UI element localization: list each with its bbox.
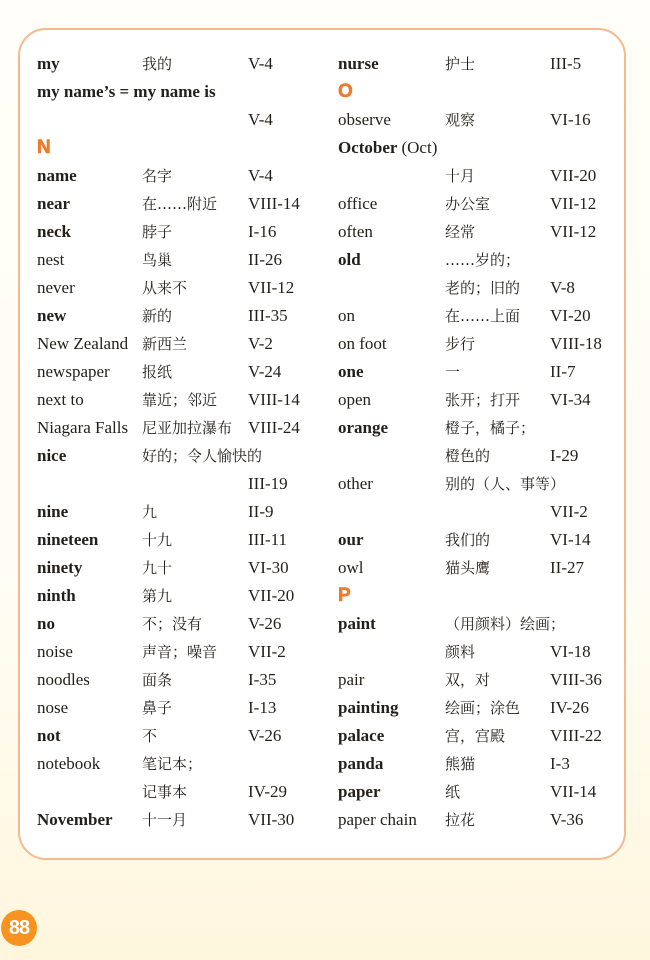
entry-reference: V-26	[248, 614, 282, 633]
entry-translation: 不	[142, 727, 158, 745]
entry-word	[37, 274, 75, 302]
entry-reference: III-19	[248, 474, 288, 493]
entry-word	[37, 498, 68, 526]
entry-translation: 宫，宫殿	[445, 727, 506, 745]
entry-translation: 熊猫	[445, 755, 476, 773]
entry-word	[37, 638, 73, 666]
entry-word	[338, 414, 388, 442]
glossary-entry	[338, 694, 628, 722]
entry-reference: VI-34	[550, 390, 591, 409]
glossary-entry	[338, 778, 628, 806]
entry-translation: 双，对	[445, 671, 491, 689]
entry-word-text: new	[37, 306, 67, 325]
entry-word-text: ninety	[37, 558, 83, 577]
entry-word-text: nine	[37, 502, 69, 521]
section-letter: P	[338, 585, 351, 606]
entry-word	[37, 218, 71, 246]
entry-translation: 报纸	[142, 363, 173, 381]
entry-translation: ……岁的；	[445, 251, 521, 269]
glossary-entry	[37, 414, 337, 442]
entry-reference: V-36	[550, 810, 584, 829]
entry-translation: 九十	[142, 559, 173, 577]
glossary-entry	[37, 582, 337, 610]
entry-word-text: October	[338, 138, 398, 157]
glossary-entry	[338, 610, 628, 638]
entry-translation: 经常	[445, 223, 476, 241]
entry-reference: VIII-22	[550, 726, 602, 745]
entry-translation: 尼亚加拉瀑布	[142, 419, 233, 437]
glossary-entry	[338, 330, 628, 358]
entry-reference: VI-20	[550, 306, 591, 325]
entry-reference: VII-14	[550, 782, 597, 801]
entry-word-text: on	[338, 306, 355, 325]
entry-word	[338, 470, 373, 498]
glossary-entry	[37, 78, 337, 106]
glossary-entry	[37, 806, 337, 834]
entry-reference: VI-30	[248, 558, 289, 577]
glossary-entry	[37, 302, 337, 330]
entry-translation: 笔记本；	[142, 755, 203, 773]
entry-translation: 脖子	[142, 223, 173, 241]
entry-reference: III-11	[248, 530, 288, 549]
entry-translation: 纸	[445, 783, 461, 801]
entry-word-abbreviation: (Oct)	[401, 138, 438, 157]
glossary-entry	[338, 442, 628, 470]
entry-word	[338, 50, 379, 78]
glossary-entry	[37, 442, 337, 470]
entry-reference: V-4	[248, 54, 273, 73]
section-letter: O	[338, 81, 353, 102]
entry-reference: III-35	[248, 306, 288, 325]
entry-word	[338, 666, 364, 694]
entry-translation: 步行	[445, 335, 476, 353]
glossary-entry	[37, 246, 337, 274]
entry-reference: III-5	[550, 54, 582, 73]
entry-translation: 一	[445, 363, 461, 381]
entry-word-text: no	[37, 614, 55, 633]
entry-word	[338, 750, 383, 778]
entry-reference: I-3	[550, 754, 570, 773]
entry-word-text: open	[338, 390, 372, 409]
entry-word	[37, 50, 60, 78]
glossary-entry	[37, 470, 337, 498]
entry-reference: II-7	[550, 362, 576, 381]
glossary-entry	[338, 246, 628, 274]
entry-reference: V-24	[248, 362, 282, 381]
page-number-badge	[1, 910, 37, 946]
entry-word	[37, 750, 100, 778]
entry-reference: VII-12	[550, 222, 597, 241]
entry-reference: II-26	[248, 250, 282, 269]
section-letter-row	[338, 78, 628, 106]
entry-translation: 好的；令人愉快的	[142, 447, 263, 465]
entry-word	[37, 78, 216, 106]
entry-word-text: noodles	[37, 670, 90, 689]
entry-word-text: paper	[338, 782, 381, 801]
entry-word	[37, 582, 76, 610]
entry-word-text: on foot	[338, 334, 387, 353]
entry-translation: 十一月	[142, 811, 188, 829]
glossary-entry	[37, 190, 337, 218]
entry-word-text: never	[37, 278, 75, 297]
entry-translation: 十九	[142, 531, 173, 549]
entry-word	[37, 386, 84, 414]
entry-reference: V-8	[550, 278, 575, 297]
entry-reference: II-9	[248, 502, 274, 521]
entry-word-text: near	[37, 194, 71, 213]
glossary-entry	[37, 778, 337, 806]
entry-translation: 绘画；涂色	[445, 699, 521, 717]
entry-reference: VIII-18	[550, 334, 602, 353]
glossary-entry	[338, 806, 628, 834]
entry-reference: V-2	[248, 334, 273, 353]
glossary-entry	[37, 50, 337, 78]
entry-word	[37, 806, 113, 834]
glossary-entry	[338, 386, 628, 414]
entry-translation: （用颜料）绘画；	[445, 615, 566, 633]
entry-translation: 颜料	[445, 643, 476, 661]
entry-reference: II-27	[550, 558, 584, 577]
glossary-column-right	[338, 50, 628, 834]
entry-translation: 我们的	[445, 531, 491, 549]
entry-reference: V-4	[248, 110, 273, 129]
glossary-entry	[37, 162, 337, 190]
entry-reference: VI-18	[550, 642, 591, 661]
entry-translation: 橙色的	[445, 447, 491, 465]
glossary-entry	[338, 190, 628, 218]
entry-translation: 办公室	[445, 195, 491, 213]
section-letter-row	[37, 134, 337, 162]
glossary-entry	[338, 106, 628, 134]
section-letter: N	[37, 137, 51, 158]
entry-word	[338, 358, 364, 386]
entry-reference: I-16	[248, 222, 277, 241]
entry-word	[37, 190, 70, 218]
glossary-entry	[338, 302, 628, 330]
entry-word-text: Niagara Falls	[37, 418, 129, 437]
glossary-entry	[338, 50, 628, 78]
entry-word	[338, 190, 377, 218]
entry-word-text: my name’s = my name is	[37, 82, 216, 101]
entry-reference: VIII-14	[248, 390, 300, 409]
entry-translation: 别的（人、事等）	[445, 475, 566, 493]
entry-word-text: nice	[37, 446, 67, 465]
entry-word	[37, 554, 82, 582]
entry-word	[338, 246, 361, 274]
glossary-entry	[37, 638, 337, 666]
glossary-entry	[37, 610, 337, 638]
glossary-entry	[338, 722, 628, 750]
glossary-entry	[338, 414, 628, 442]
entry-word-text: nurse	[338, 54, 379, 73]
entry-reference: I-13	[248, 698, 277, 717]
entry-word-text: panda	[338, 754, 384, 773]
entry-reference: IV-26	[550, 698, 590, 717]
entry-word-text: name	[37, 166, 77, 185]
glossary-entry	[338, 274, 628, 302]
glossary-entry	[37, 750, 337, 778]
entry-word	[338, 106, 391, 134]
glossary-entry	[37, 554, 337, 582]
entry-word	[338, 554, 364, 582]
glossary-entry	[338, 638, 628, 666]
glossary-entry	[338, 498, 628, 526]
entry-word-text: New Zealand	[37, 334, 129, 353]
entry-reference: VII-30	[248, 810, 295, 829]
glossary-entry	[37, 498, 337, 526]
entry-reference: VII-20	[248, 586, 295, 605]
entry-reference: VIII-14	[248, 194, 300, 213]
entry-word	[37, 358, 110, 386]
entry-word	[338, 806, 417, 834]
entry-word-text: noise	[37, 642, 73, 661]
entry-translation: 从来不	[142, 279, 188, 297]
entry-translation: 观察	[445, 111, 476, 129]
entry-reference: VII-20	[550, 166, 597, 185]
entry-word-text: newspaper	[37, 362, 110, 381]
entry-word-text: office	[338, 194, 378, 213]
entry-translation: 在……附近	[142, 195, 218, 213]
glossary-entry	[338, 218, 628, 246]
entry-word-text: neck	[37, 222, 71, 241]
entry-word-text: not	[37, 726, 61, 745]
entry-word	[338, 330, 387, 358]
glossary-entry	[37, 106, 337, 134]
entry-translation: 猫头鹰	[445, 559, 491, 577]
glossary-entry	[37, 526, 337, 554]
entry-word	[338, 610, 376, 638]
entry-translation: 记事本	[142, 783, 188, 801]
section-letter-row	[338, 582, 628, 610]
entry-word-text: paint	[338, 614, 376, 633]
entry-word-text: notebook	[37, 754, 101, 773]
entry-word-text: observe	[338, 110, 391, 129]
entry-translation: 声音；噪音	[142, 643, 218, 661]
glossary-entry	[37, 386, 337, 414]
entry-word-text: owl	[338, 558, 364, 577]
glossary-entry	[37, 722, 337, 750]
entry-word-text: painting	[338, 698, 399, 717]
entry-word-text: ninth	[37, 586, 76, 605]
entry-translation: 十月	[445, 167, 476, 185]
entry-translation: 我的	[142, 55, 173, 73]
entry-word-text: pair	[338, 670, 365, 689]
entry-word	[338, 722, 384, 750]
glossary-entry	[338, 526, 628, 554]
entry-word-text: our	[338, 530, 364, 549]
entry-translation: 第九	[142, 587, 173, 605]
entry-translation: 不；没有	[142, 615, 203, 633]
glossary-entry	[338, 750, 628, 778]
entry-word-text: often	[338, 222, 373, 241]
entry-reference: I-29	[550, 446, 579, 465]
glossary-entry	[37, 330, 337, 358]
glossary-entry	[37, 218, 337, 246]
entry-reference: VII-12	[248, 278, 295, 297]
entry-word	[338, 526, 364, 554]
entry-translation: 九	[142, 503, 158, 521]
entry-reference: VII-2	[248, 642, 286, 661]
entry-word	[37, 610, 55, 638]
entry-word-text: other	[338, 474, 373, 493]
glossary-entry	[338, 470, 628, 498]
entry-word	[37, 414, 128, 442]
glossary-entry	[338, 358, 628, 386]
entry-word	[37, 330, 128, 358]
entry-word-text: nineteen	[37, 530, 99, 549]
entry-word	[37, 722, 61, 750]
entry-word	[338, 386, 371, 414]
glossary-entry	[338, 666, 628, 694]
entry-reference: VII-12	[550, 194, 597, 213]
entry-translation: 老的；旧的	[445, 279, 521, 297]
entry-word	[37, 162, 77, 190]
entry-word-text: my	[37, 54, 60, 73]
glossary-entry	[37, 274, 337, 302]
entry-word-text: nose	[37, 698, 69, 717]
glossary-entry	[37, 666, 337, 694]
entry-word-text: old	[338, 250, 361, 269]
entry-translation: 新的	[142, 307, 173, 325]
entry-reference: I-35	[248, 670, 277, 689]
glossary-entry	[37, 694, 337, 722]
entry-word-text: palace	[338, 726, 385, 745]
entry-reference: VI-14	[550, 530, 591, 549]
entry-word	[338, 218, 373, 246]
entry-translation: 面条	[142, 671, 173, 689]
entry-translation: 橙子，橘子；	[445, 419, 536, 437]
entry-reference: VII-2	[550, 502, 588, 521]
entry-reference: VI-16	[550, 110, 591, 129]
entry-word	[37, 694, 68, 722]
entry-translation: 靠近；邻近	[142, 391, 218, 409]
entry-word-text: November	[37, 810, 113, 829]
entry-reference: V-26	[248, 726, 282, 745]
entry-reference: V-4	[248, 166, 273, 185]
entry-word-text: paper chain	[338, 810, 417, 829]
entry-word	[37, 442, 66, 470]
entry-word	[37, 302, 66, 330]
glossary-entry	[37, 358, 337, 386]
entry-word	[37, 526, 98, 554]
entry-translation: 新西兰	[142, 335, 188, 353]
entry-word	[338, 302, 355, 330]
page-number: 88	[8, 916, 30, 939]
entry-word	[338, 778, 381, 806]
entry-word-text: orange	[338, 418, 389, 437]
entry-translation: 鸟巢	[142, 251, 173, 269]
glossary-entry	[338, 554, 628, 582]
entry-translation: 护士	[445, 55, 476, 73]
entry-word	[338, 134, 437, 162]
glossary-entry	[338, 134, 628, 162]
entry-word	[338, 694, 398, 722]
entry-translation: 拉花	[445, 811, 476, 829]
entry-reference: VIII-24	[248, 418, 300, 437]
entry-word-text: next to	[37, 390, 84, 409]
entry-reference: IV-29	[248, 782, 288, 801]
entry-translation: 张开；打开	[445, 391, 521, 409]
entry-translation: 鼻子	[142, 699, 173, 717]
entry-word	[37, 246, 64, 274]
glossary-column-left	[37, 50, 337, 834]
entry-word-text: nest	[37, 250, 65, 269]
entry-translation: 在……上面	[445, 307, 521, 325]
entry-word	[37, 666, 90, 694]
entry-translation: 名字	[142, 167, 173, 185]
glossary-entry	[338, 162, 628, 190]
entry-reference: VIII-36	[550, 670, 602, 689]
entry-word-text: one	[338, 362, 364, 381]
